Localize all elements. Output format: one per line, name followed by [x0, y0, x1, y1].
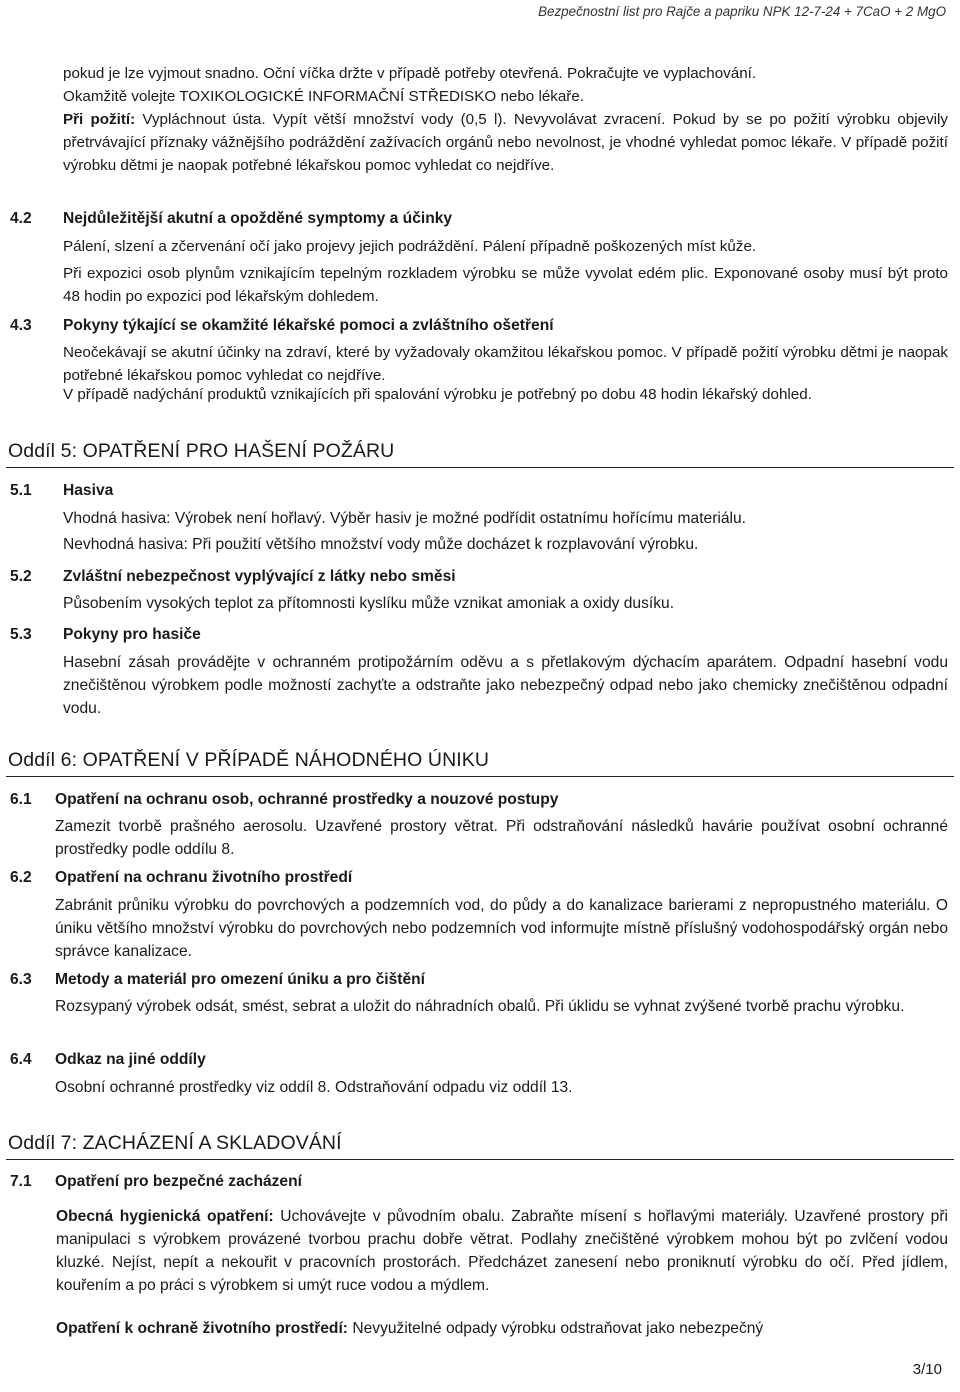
- subheading-7-1: [10, 1171, 910, 1193]
- environment-label: Opatření k ochraně životního prostředí:: [56, 1320, 348, 1337]
- subheading-4-3: [10, 315, 910, 337]
- subheading-5-1: [10, 480, 910, 502]
- section-7-rule: [6, 1159, 954, 1160]
- section-6-title: Oddíl 6: OPATŘENÍ V PŘÍPADĚ NÁHODNÉHO ÚNIKU: [8, 749, 490, 771]
- subheading-title: Pokyny pro hasiče: [63, 626, 201, 643]
- section-6-rule: [6, 776, 954, 777]
- symptoms-paragraph-1: Pálení, slzení a zčervenání očí jako projevy jejich podráždění. Pálení případně poškozených míst kůže.: [63, 238, 757, 255]
- hygiene-label: Obecná hygienická opatření:: [56, 1208, 274, 1225]
- subheading-title: Zvláštní nebezpečnost vyplývající z látky nebo směsi: [63, 568, 456, 585]
- reference-paragraph: Osobní ochranné prostředky viz oddíl 8. Odstraňování odpadu viz oddíl 13.: [55, 1079, 573, 1096]
- subheading-4-2: [10, 208, 910, 230]
- subheading-title: Opatření na ochranu osob, ochranné prostředky a nouzové postupy: [55, 791, 559, 808]
- section-5-title: Oddíl 5: OPATŘENÍ PRO HAŠENÍ POŽÁRU: [8, 440, 395, 462]
- medical-care-paragraph-1: Neočekávají se akutní účinky na zdraví, které by vyžadovaly okamžitou lékařskou pomoc. V případě požití výrobku dětmi je naopak potřebné lékařskou pomoc vyhledat co nejdříve.: [63, 344, 948, 384]
- subheading-6-2: [10, 867, 910, 889]
- subheading-6-4: [10, 1049, 910, 1071]
- environmental-precautions-paragraph: Zabránit průniku výrobku do povrchových a podzemních vod, do půdy a do kanalizace barierami z nepropustného materiálu. O úniku většího množství výrobku do povrchových nebo podzemních vod informujte místně příslušný vodohospodářský orgán nebo správce kanalizace.: [55, 897, 948, 960]
- subheading-number: 6.2: [10, 869, 32, 886]
- subheading-title: Nejdůležitější akutní a opožděné symptomy a účinky: [63, 210, 453, 227]
- first-aid-eye-paragraph: [63, 62, 948, 108]
- firefighter-advice-paragraph: Hasební zásah provádějte v ochranném protipožárním oděvu a s přetlakovým dýchacím aparátem. Odpadní hasební vodu znečištěnou výrobkem podle možností zachyťte a odstraňte jako nebezpečný odpad nebo jako chemicky znečištěnou odpadní vodu.: [63, 654, 948, 717]
- subheading-5-3: [10, 624, 910, 646]
- subheading-title: Metody a materiál pro omezení úniku a pro čištění: [55, 971, 426, 988]
- hygiene-text: Uchovávejte v původním obalu. Zabraňte mísení s hořlavými materiály. Uzavřené prostory při manipulaci s výrobkem provázené tvorbou prachu dobře větrat. Podlahy znečištěné výrobkem mohou být po zvlčení vodou kluzké. Nejíst, nepít a nekouřit v pracovních prostorách. Předcházet zanesení nebo proniknutí výrobku do očí. Před jídlem, kouřením a po práci s výrobkem si umýt ruce vodou a mýdlem.: [56, 1208, 948, 1294]
- section-7-title: Oddíl 7: ZACHÁZENÍ A SKLADOVÁNÍ: [8, 1132, 342, 1154]
- symptoms-paragraph-2: Při expozici osob plynům vznikajícím tepelným rozkladem výrobku se může vyvolat edém plic. Exponované osoby musí být proto 48 hodin po expozici pod lékařským dohledem.: [63, 265, 948, 305]
- subheading-title: Odkaz na jiné oddíly: [55, 1051, 206, 1068]
- subheading-6-3: [10, 969, 910, 991]
- subheading-number: 5.3: [10, 626, 32, 643]
- eye-line-1: pokud je lze vyjmout snadno. Oční víčka držte v případě potřeby otevřená. Pokračujte ve vyplachování.: [63, 65, 757, 82]
- containment-paragraph: Rozsypaný výrobek odsát, smést, sebrat a uložit do náhradních obalů. Při úklidu se vyhnat zvýšené tvorbě prachu výrobku.: [55, 998, 905, 1015]
- page-header: Bezpečnostní list pro Rajče a papriku NPK 12-7-24 + 7CaO + 2 MgO: [538, 4, 946, 19]
- subheading-number: 6.3: [10, 971, 32, 988]
- subheading-number: 7.1: [10, 1173, 32, 1190]
- personal-precautions-paragraph: Zamezit tvorbě prašného aerosolu. Uzavřené prostory větrat. Při odstraňování následků havárie používat osobní ochranné prostředky podle oddílu 8.: [55, 818, 948, 858]
- subheading-5-2: [10, 566, 910, 588]
- subheading-number: 6.4: [10, 1051, 32, 1068]
- subheading-number: 6.1: [10, 791, 32, 808]
- page-number: 3/10: [912, 1361, 942, 1378]
- eye-line-2: Okamžitě volejte TOXIKOLOGICKÉ INFORMAČNÍ STŘEDISKO nebo lékaře.: [63, 88, 585, 105]
- environment-measures-paragraph: [56, 1317, 948, 1340]
- special-hazards-paragraph: Působením vysokých teplot za přítomnosti kyslíku může vznikat amoniak a oxidy dusíku.: [63, 595, 675, 612]
- hygiene-measures-paragraph: [56, 1205, 948, 1297]
- ingestion-text: Vypláchnout ústa. Vypít větší množství vody (0,5 l). Nevyvolávat zvracení. Pokud by se po požití výrobku objevily přetrvávající příznaky vážnějšího podráždění zažívacích orgánů nebo nevolnost, je vhodné vyhledat pomoc lékaře. V případě požití výrobku dětmi je naopak potřebné lékařskou pomoc vyhledat co nejdříve.: [63, 111, 949, 174]
- subheading-number: 5.1: [10, 482, 32, 499]
- subheading-number: 4.2: [10, 210, 32, 227]
- extinguishing-unsuitable: Nevhodná hasiva: Při použití většího množství vody může docházet k rozplavování výrobku.: [63, 536, 699, 553]
- subheading-number: 5.2: [10, 568, 32, 585]
- extinguishing-suitable: Vhodná hasiva: Výrobek není hořlavý. Výběr hasiv je možné podřídit ostatnímu hořícímu materiálu.: [63, 510, 747, 527]
- ingestion-label: Při požití:: [63, 111, 136, 128]
- subheading-title: Opatření pro bezpečné zacházení: [55, 1173, 302, 1190]
- subheading-title: Pokyny týkající se okamžité lékařské pomoci a zvláštního ošetření: [63, 317, 554, 334]
- subheading-6-1: [10, 789, 910, 811]
- first-aid-ingestion-paragraph: [63, 108, 948, 177]
- subheading-title: Opatření na ochranu životního prostředí: [55, 869, 353, 886]
- subheading-number: 4.3: [10, 317, 32, 334]
- medical-care-paragraph-2: V případě nadýchání produktů vznikajících při spalování výrobku je potřebný po dobu 48 hodin lékařský dohled.: [63, 386, 812, 403]
- subheading-title: Hasiva: [63, 482, 114, 499]
- environment-text: Nevyužitelné odpady výrobku odstraňovat jako nebezpečný: [348, 1320, 764, 1337]
- section-5-rule: [6, 467, 954, 468]
